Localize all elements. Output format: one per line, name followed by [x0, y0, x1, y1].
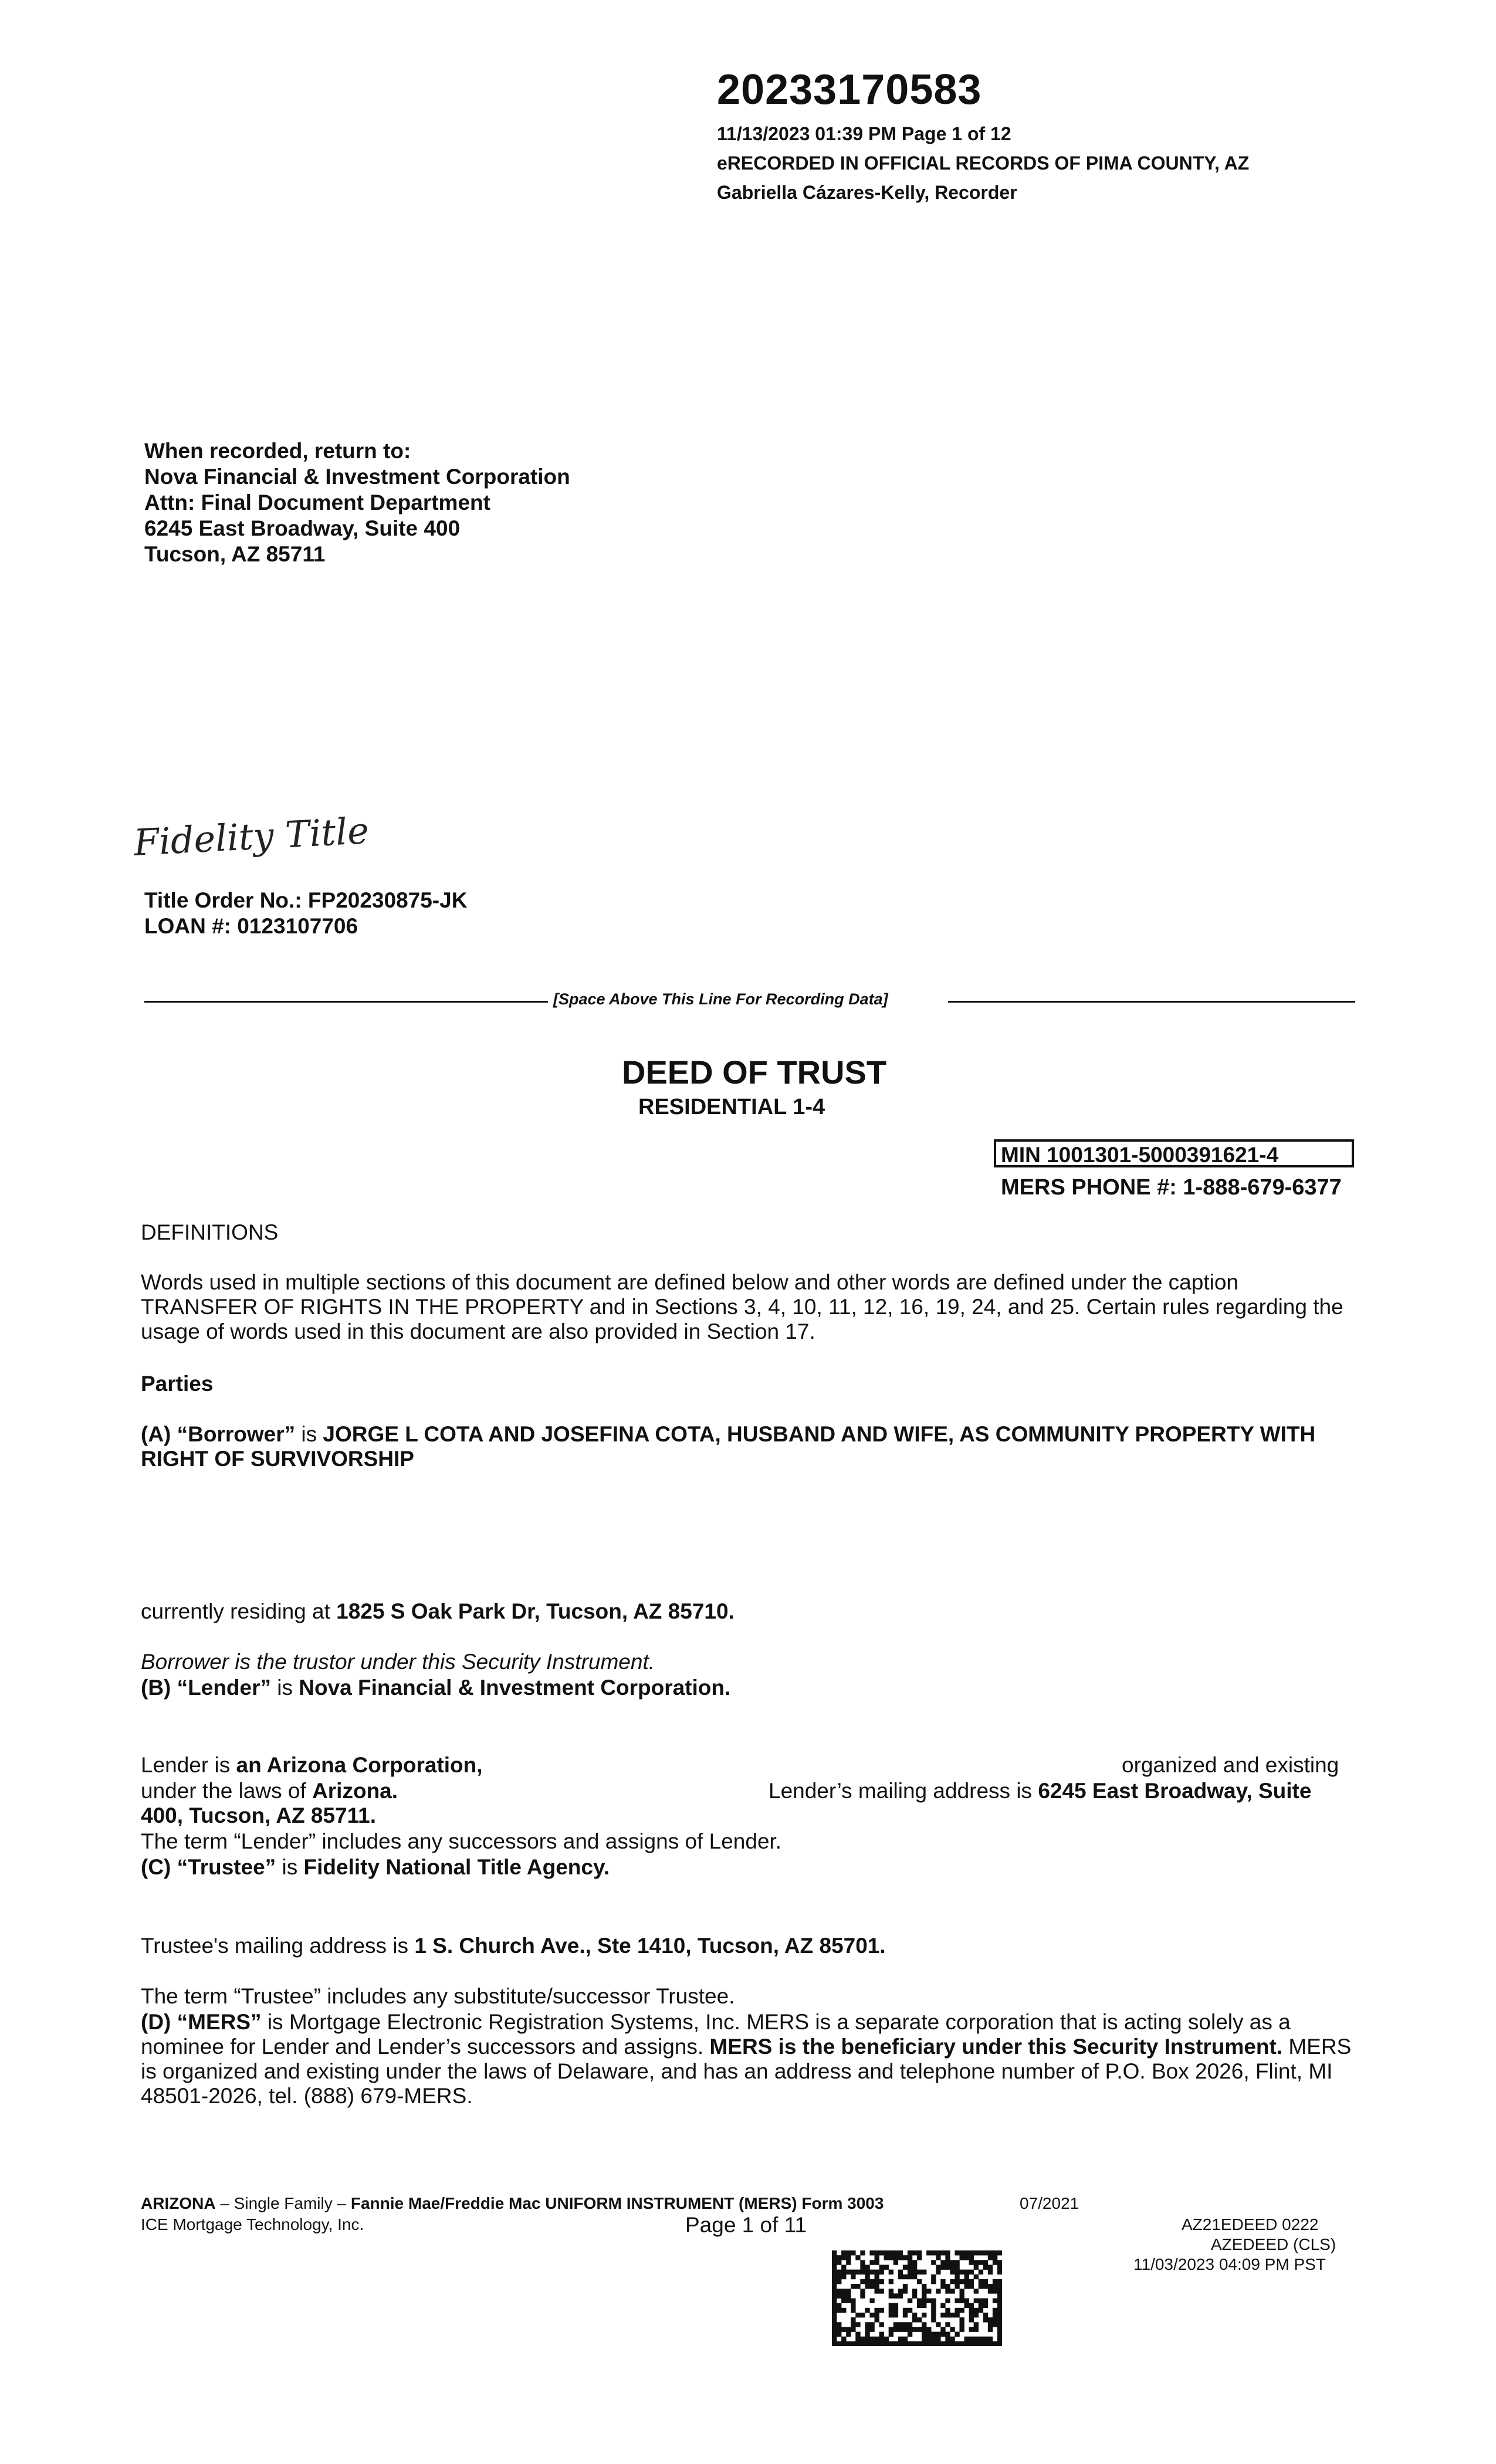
loan-number: LOAN #: 0123107706 — [144, 914, 358, 938]
recording-separator — [144, 990, 1355, 1011]
borrower-label: (A) “Borrower” — [141, 1422, 296, 1446]
lender-mailing-prefix: Lender’s mailing address is — [769, 1779, 1038, 1803]
lender-mailing — [769, 1779, 1311, 1803]
footer-code-1: AZ21EDEED 0222 — [1182, 2215, 1319, 2233]
borrower-residence — [141, 1599, 735, 1624]
mers-text-2: MERS is organized and existing under the laws of Delaware, and has an address and telephone number of P.O. Box 2026, Flint, MI 48501-2026, tel. (888) 679-MERS. — [141, 2035, 1352, 2108]
return-city: Tucson, AZ 85711 — [144, 542, 326, 566]
lender-name: Nova Financial & Investment Corporation. — [299, 1676, 731, 1700]
lender-label: (B) “Lender” — [141, 1676, 271, 1700]
trustee-is: is — [276, 1855, 304, 1879]
return-street: 6245 East Broadway, Suite 400 — [144, 516, 461, 540]
mers-text-1: is Mortgage Electronic Registration Systems, Inc. MERS is a separate corporation that is acting solely as a nominee for Lender and Lender’s successors and assigns. — [141, 2010, 1291, 2059]
lender-laws — [141, 1779, 398, 1803]
lender-laws-value: Arizona. — [312, 1779, 398, 1803]
trustee-label: (C) “Trustee” — [141, 1855, 276, 1879]
2d-barcode-icon — [832, 2250, 1002, 2346]
lender-definition — [141, 1676, 730, 1700]
lender-type-value: an Arizona Corporation, — [236, 1753, 483, 1777]
lender-type — [141, 1753, 483, 1778]
borrower-name: JORGE L COTA AND JOSEFINA COTA, HUSBAND AND WIFE, AS COMMUNITY PROPERTY WITH RIGHT OF SURVIVORSHIP — [141, 1422, 1316, 1471]
footer-form-date: 07/2021 — [1020, 2194, 1079, 2212]
separator-label: [Space Above This Line For Recording Data] — [553, 990, 888, 1008]
recording-office: eRECORDED IN OFFICIAL RECORDS OF PIMA COUNTY, AZ — [717, 153, 1250, 174]
handwritten-note: Fidelity Title — [133, 809, 370, 864]
borrower-definition — [141, 1422, 1356, 1471]
lender-organized: organized and existing — [1122, 1753, 1339, 1777]
title-order-number: Title Order No.: FP20230875-JK — [144, 888, 468, 912]
footer-code-3: 11/03/2023 04:09 PM PST — [1133, 2255, 1326, 2273]
recording-datetime: 11/13/2023 01:39 PM Page 1 of 12 — [717, 123, 1011, 144]
return-heading: When recorded, return to: — [144, 439, 411, 463]
return-company: Nova Financial & Investment Corporation — [144, 465, 570, 489]
mers-label: (D) “MERS” — [141, 2010, 262, 2034]
footer-state: ARIZONA — [141, 2194, 216, 2212]
lender-mailing-part2: 400, Tucson, AZ 85711. — [141, 1803, 377, 1827]
trustee-mailing-prefix: Trustee's mailing address is — [141, 1934, 415, 1958]
return-attn: Attn: Final Document Department — [144, 490, 490, 515]
document-subtitle: RESIDENTIAL 1-4 — [638, 1095, 825, 1119]
footer-page-number: Page 1 of 11 — [685, 2213, 807, 2237]
lender-is: is — [271, 1676, 299, 1700]
borrower-address: 1825 S Oak Park Dr, Tucson, AZ 85710. — [336, 1599, 735, 1623]
parties-heading: Parties — [141, 1372, 214, 1396]
lender-type-prefix: Lender is — [141, 1753, 236, 1777]
footer-form-name: Fannie Mae/Freddie Mac UNIFORM INSTRUMENT (MERS) Form 3003 — [350, 2194, 884, 2212]
recorder-name: Gabriella Cázares-Kelly, Recorder — [717, 182, 1017, 203]
footer-form-type: – Single Family – — [215, 2194, 351, 2212]
borrower-is: is — [295, 1422, 323, 1446]
trustee-mailing — [141, 1934, 886, 1958]
min-box: MIN 1001301-5000391621-4 — [994, 1139, 1354, 1167]
lender-mailing-part1: 6245 East Broadway, Suite — [1038, 1779, 1312, 1803]
trustee-substitute: The term “Trustee” includes any substitute/successor Trustee. — [141, 1984, 735, 2008]
definitions-heading: DEFINITIONS — [141, 1220, 279, 1244]
footer-code-2: AZEDEED (CLS) — [1211, 2235, 1336, 2253]
mers-phone: MERS PHONE #: 1-888-679-6377 — [1001, 1175, 1342, 1200]
mers-beneficiary: MERS is the beneficiary under this Security Instrument. — [709, 2035, 1283, 2059]
document-title: DEED OF TRUST — [622, 1054, 887, 1091]
footer-form-line — [141, 2194, 884, 2213]
trustee-name: Fidelity National Title Agency. — [303, 1855, 610, 1879]
residing-prefix: currently residing at — [141, 1599, 337, 1623]
recording-number: 20233170583 — [717, 66, 982, 113]
trustor-note: Borrower is the trustor under this Security Instrument. — [141, 1650, 655, 1674]
trustee-definition — [141, 1855, 610, 1880]
trustee-mailing-address: 1 S. Church Ave., Ste 1410, Tucson, AZ 85701. — [414, 1934, 886, 1958]
definitions-intro: Words used in multiple sections of this document are defined below and other words are defined under the caption TRANSFER OF RIGHTS IN THE PROPERTY and in Sections 3, 4, 10, 11, 12, 16, 19, 24, and 25. Certain rules regarding the usage of words used in this document are also provided in Section 17. — [141, 1270, 1343, 1343]
lender-successors: The term “Lender” includes any successors and assigns of Lender. — [141, 1829, 782, 1853]
lender-laws-prefix: under the laws of — [141, 1779, 313, 1803]
footer-ice: ICE Mortgage Technology, Inc. — [141, 2215, 364, 2233]
mers-definition — [141, 2010, 1356, 2108]
